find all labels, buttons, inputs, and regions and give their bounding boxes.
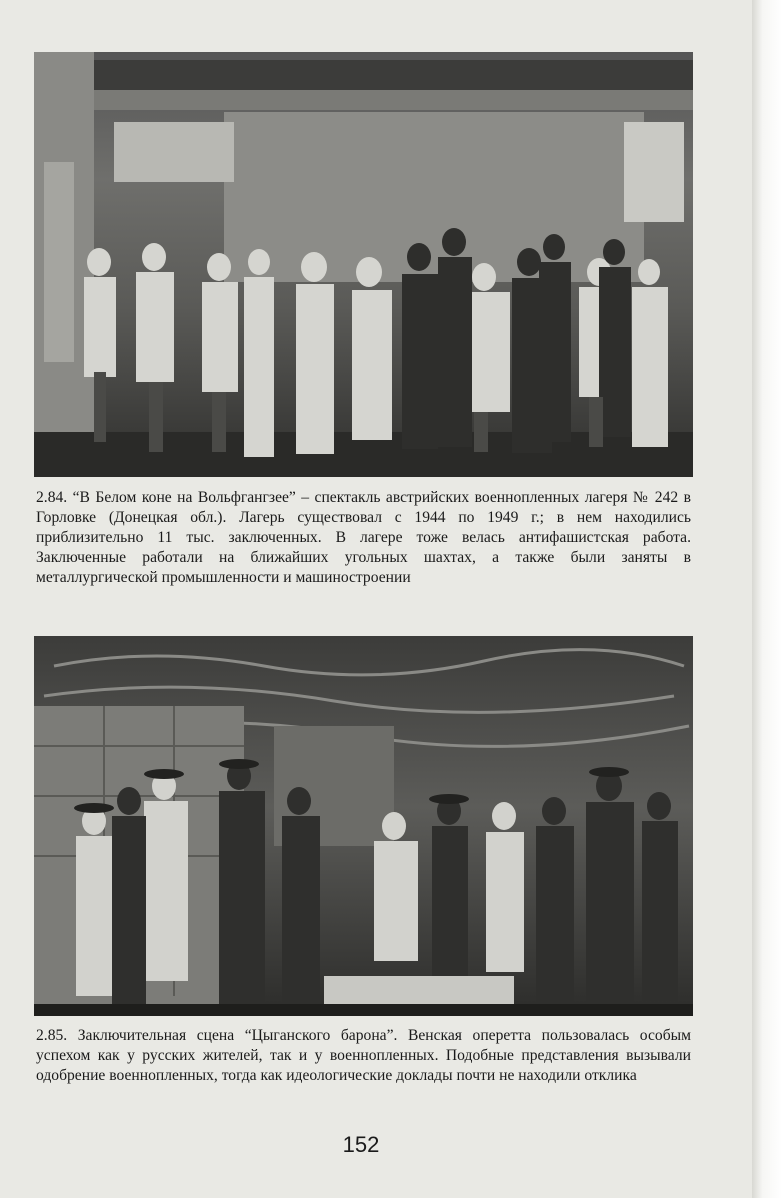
figure-2-84-photo <box>34 52 693 477</box>
figure-2-84-caption: 2.84. “В Белом коне на Вольфгангзее” – спектакль австрийских военнопленных лагеря № 242 в Горловке (Донецкая обл.). Лагерь существовал с 1944 по 1949 г.; в нем находились приблизительно 11 тыс. заключенных. В лагере тоже велась антифашистская работа. Заключенные работали на ближайших угольных шахтах, а также были заняты в металлургической промышленности и машиностроении <box>36 489 691 586</box>
figure-2-85-photo <box>34 636 693 1016</box>
figure-2-85-caption: 2.85. Заключительная сцена “Цыганского барона”. Венская оперетта пользовалась особым успехом как у русских жителей, так и у военнопленных. Подобные представления вызывали одобрение военнопленных, тогда как идеологические доклады почти не находили отклика <box>36 1027 691 1084</box>
operetta-scene-photo-icon <box>34 636 693 1016</box>
page-number: 152 <box>342 1132 380 1157</box>
stage-performance-photo-icon <box>34 52 693 477</box>
page-edge <box>752 0 782 1198</box>
